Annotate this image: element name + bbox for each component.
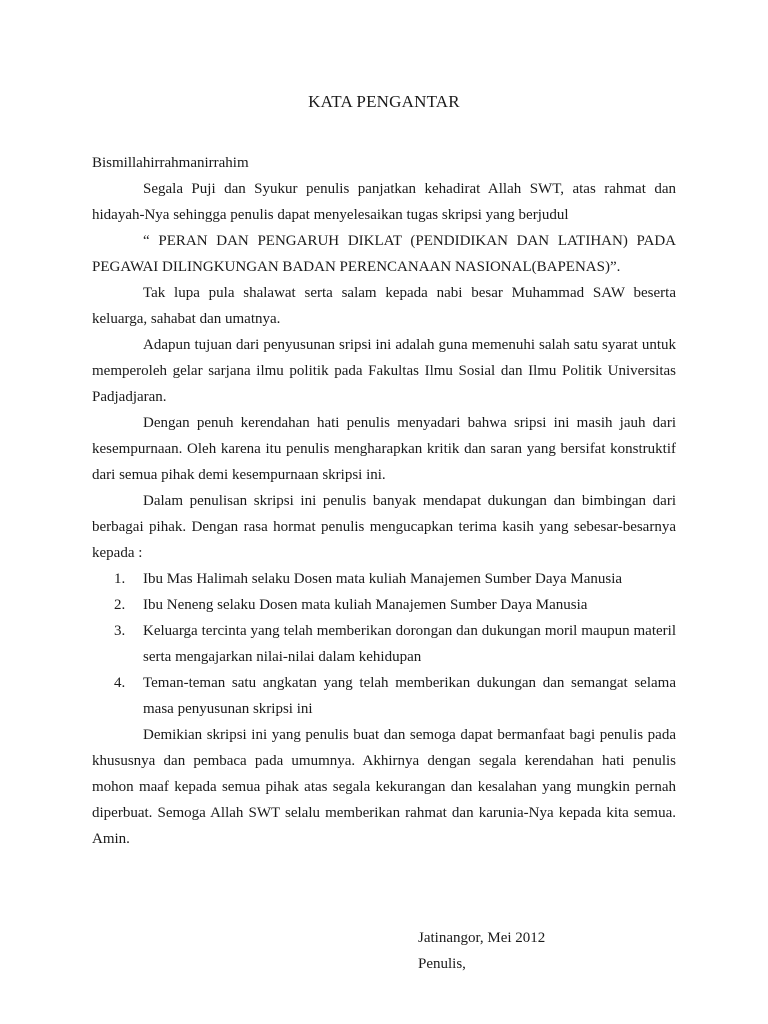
list-item-number: 1.	[114, 571, 126, 587]
list-item-text: Ibu Mas Halimah selaku Dosen mata kuliah Manajemen Sumber Daya Manusia	[143, 571, 623, 587]
list-item-text: Teman-teman satu angkatan yang telah memberikan dukungan dan semangat selama masa penyusunan skripsi ini	[143, 675, 676, 717]
list-item	[92, 618, 676, 670]
signature-place-date: Jatinangor, Mei 2012	[418, 930, 546, 946]
signature-author: Penulis,	[418, 956, 466, 972]
paragraph-thesis-title: “ PERAN DAN PENGARUH DIKLAT (PENDIDIKAN DAN LATIHAN) PADA PEGAWAI DILINGKUNGAN BADAN PERENCANAAN NASIONAL(BAPENAS)”.	[92, 233, 676, 275]
acknowledgement-list	[92, 566, 676, 722]
paragraph-purpose: Adapun tujuan dari penyusunan sripsi ini adalah guna memenuhi salah satu syarat untuk memperoleh gelar sarjana ilmu politik pada Fakultas Ilmu Sosial dan Ilmu Politik Universitas Padjadjaran.	[92, 337, 676, 405]
paragraph-humility: Dengan penuh kerendahan hati penulis menyadari bahwa sripsi ini masih jauh dari kesempurnaan. Oleh karena itu penulis mengharapkan kritik dan saran yang bersifat konstruktif dari semua pihak demi kesempurnaan skripsi ini.	[92, 415, 676, 483]
list-item-number: 2.	[114, 597, 126, 613]
paragraph-thanks: Dalam penulisan skripsi ini penulis banyak mendapat dukungan dan bimbingan dari berbagai pihak. Dengan rasa hormat penulis mengucapkan terima kasih yang sebesar-besarnya kepada :	[92, 493, 676, 561]
opening-line: Bismillahirrahmanirrahim	[92, 155, 249, 171]
list-item	[92, 566, 676, 592]
list-item	[92, 670, 676, 722]
list-item-text: Ibu Neneng selaku Dosen mata kuliah Manajemen Sumber Daya Manusia	[143, 597, 588, 613]
list-item	[92, 592, 676, 618]
paragraph-shalawat: Tak lupa pula shalawat serta salam kepada nabi besar Muhammad SAW beserta keluarga, sahabat dan umatnya.	[92, 285, 676, 327]
list-item-text: Keluarga tercinta yang telah memberikan dorongan dan dukungan moril maupun materil serta mengajarkan nilai-nilai dalam kehidupan	[143, 623, 676, 665]
document-body	[92, 150, 676, 852]
paragraph-gratitude: Segala Puji dan Syukur penulis panjatkan kehadirat Allah SWT, atas rahmat dan hidayah-Nya sehingga penulis dapat menyelesaikan tugas skripsi yang berjudul	[92, 181, 676, 223]
paragraph-closing: Demikian skripsi ini yang penulis buat dan semoga dapat bermanfaat bagi penulis pada khususnya dan pembaca pada umumnya. Akhirnya dengan segala kerendahan hati penulis mohon maaf kepada semua pihak atas segala kekurangan dan kesalahan yang mungkin pernah diperbuat. Semoga Allah SWT selalu memberikan rahmat dan karunia-Nya kepada kita semua. Amin.	[92, 727, 676, 847]
signature-block	[418, 925, 545, 977]
list-item-number: 3.	[114, 623, 126, 639]
list-item-number: 4.	[114, 675, 126, 691]
page-title: KATA PENGANTAR	[308, 92, 460, 111]
